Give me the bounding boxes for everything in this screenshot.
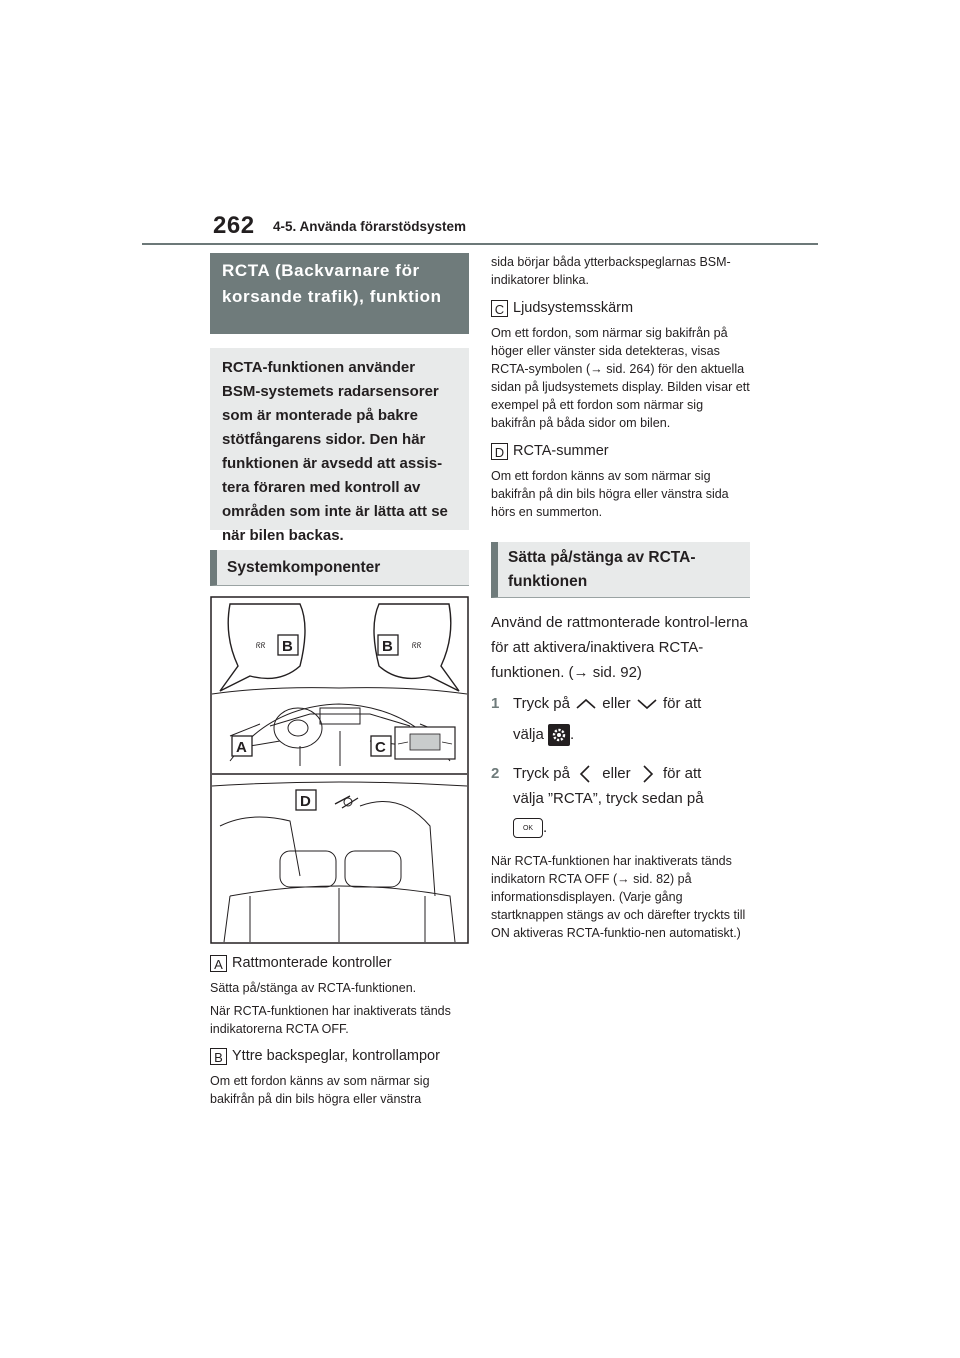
step-1-text-b: eller <box>602 695 631 712</box>
chevron-right-icon <box>635 764 659 784</box>
deactivation-note: När RCTA-funktionen har inaktiverats tänds indikatorn RCTA OFF (→ sid. 82) på informationsdisplayen. (Varje gång startknappen stängs av och därefter tryckts till ON aktiveras RCTA-funktio-nen automatiskt.) <box>491 854 746 940</box>
step-1 <box>491 691 750 747</box>
item-a-p1: Sätta på/stänga av RCTA-funktionen. <box>210 981 417 995</box>
step-2 <box>491 761 750 840</box>
system-components-illustration <box>210 596 469 944</box>
step-2-number: 2 <box>491 765 500 782</box>
step-2-text-b: eller <box>602 765 631 782</box>
item-b-continued: sida börjar båda ytterbackspeglarnas BSM-indikatorer blinka. <box>491 255 731 287</box>
ok-button-icon: OK <box>513 818 543 838</box>
gear-icon <box>548 724 570 746</box>
item-c-title: Ljudsystemsskärm <box>513 300 634 316</box>
item-b-p1: Om ett fordon känns av som närmar sig bakifrån på din bils högra eller vänstra <box>210 1074 430 1106</box>
tag-d: D <box>491 443 508 460</box>
step-2-text-c: för att <box>663 765 702 782</box>
illustration-label-b-right: B <box>382 638 393 655</box>
step-2-text-a: Tryck på <box>513 765 570 782</box>
components-heading: Systemkomponenter <box>210 550 469 586</box>
step-2-text-d: välja ”RCTA”, tryck sedan på <box>513 790 704 807</box>
step-1-number: 1 <box>491 695 500 712</box>
item-a <box>210 953 469 1038</box>
chevron-up-icon <box>574 697 598 711</box>
illustration-label-d: D <box>300 793 311 810</box>
right-column <box>491 253 750 942</box>
item-b <box>210 1046 469 1108</box>
chevron-left-icon <box>574 764 598 784</box>
toggle-heading: Sätta på/stänga av RCTA-funktionen <box>491 542 750 598</box>
svg-text:ᖇᖇ: ᖇᖇ <box>256 641 266 650</box>
illustration-label-c: C <box>375 739 386 756</box>
step-1-text-c: för att <box>663 695 702 712</box>
item-d-title: RCTA-summer <box>513 443 609 459</box>
illustration-label-b-left: B <box>282 638 293 655</box>
tag-b: B <box>210 1048 227 1065</box>
rcta-intro: RCTA-funktionen använder BSM-systemets radarsensorer som är monterade på bakre stötfångarens sidor. Den här funktionen är avsedd att assis-tera föraren med kontroll av områden som inte är lätta att se när bilen backas. <box>210 348 469 530</box>
item-a-p2: När RCTA-funktionen har inaktiverats tänds indikatorerna RCTA OFF. <box>210 1004 451 1036</box>
step-1-text-a: Tryck på <box>513 695 570 712</box>
step-1-text-e: . <box>570 726 575 743</box>
step-2-text-e: . <box>543 819 548 836</box>
step-1-text-d: välja <box>513 726 544 743</box>
item-c-p1: Om ett fordon, som närmar sig bakifrån på höger eller vänster sida detekteras, visas RCTA-symbolen (→ sid. 264) för den aktuella sidan på ljudsystemets display. Bilden visar ett exempel på ett fordon som närmar sig bakifrån på båda sidor om bilen. <box>491 326 750 430</box>
illustration-label-a: A <box>236 739 247 756</box>
tag-c: C <box>491 300 508 317</box>
section-heading: 4-5. Använda förarstödsystem <box>273 219 467 234</box>
left-column <box>210 253 469 586</box>
svg-text:ᖇᖇ: ᖇᖇ <box>412 641 422 650</box>
tag-a: A <box>210 955 227 972</box>
item-a-title: Rattmonterade kontroller <box>232 955 392 971</box>
toggle-intro: Använd de rattmonterade kontrol-lerna för att aktivera/inaktivera RCTA-funktionen. (→ sid. 92) <box>491 614 748 681</box>
rcta-title: RCTA (Backvarnare för korsande trafik), funktion <box>210 253 469 334</box>
item-b-title: Yttre backspeglar, kontrollampor <box>232 1048 440 1064</box>
page-number: 262 <box>213 212 255 239</box>
chevron-down-icon <box>635 697 659 711</box>
item-d-p1: Om ett fordon känns av som närmar sig bakifrån på din bils högra eller vänstra sida hörs en summerton. <box>491 469 729 519</box>
header-rule <box>142 243 818 245</box>
